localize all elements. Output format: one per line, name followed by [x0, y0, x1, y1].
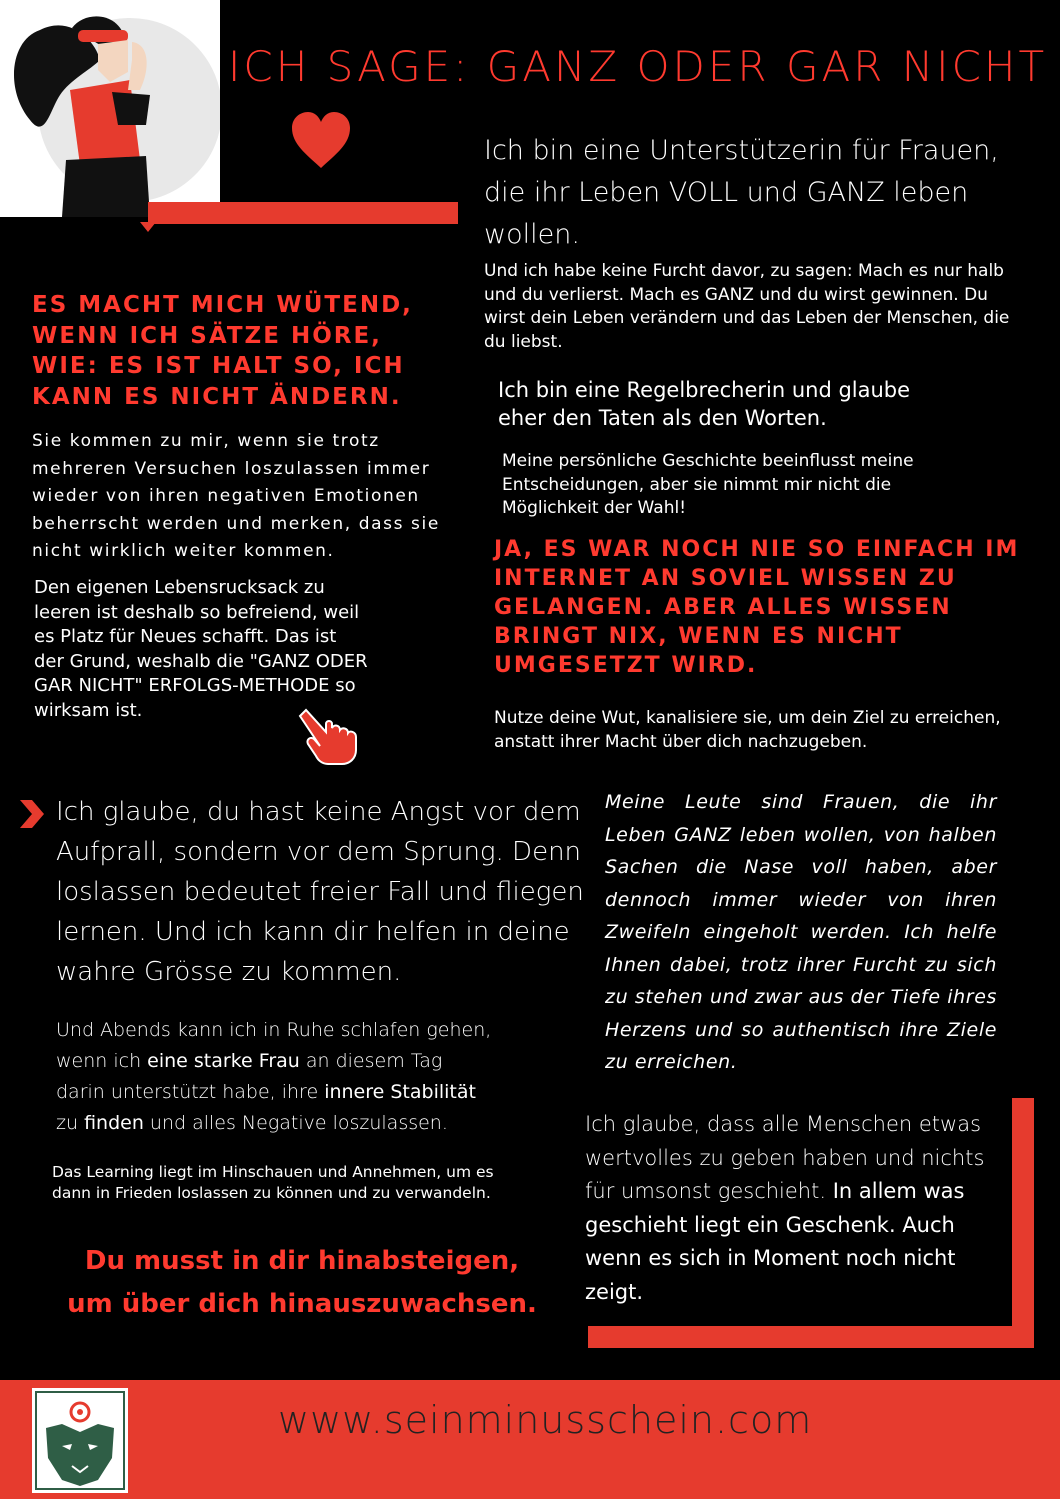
panther-logo [32, 1388, 128, 1493]
story-text: Meine persönliche Geschichte beeinflusst meine Entscheidungen, aber sie nimmt mir nicht die Möglichkeit der Wahl! [502, 451, 914, 518]
descend-line-2: um über dich hinauszuwachsen. [67, 1289, 537, 1319]
rulebreaker-text: Ich bin eine Regelbrecherin und glaube eher den Taten als den Worten. [498, 378, 911, 430]
evening-part: Und Abends kann ich in Ruhe schlafen gehen, wenn ich [56, 1019, 492, 1072]
descend-quote [32, 1240, 572, 1326]
pointing-hand-icon [296, 706, 362, 768]
rucksack-text: Den eigenen Lebensrucksack zu leeren ist deshalb so befreiend, weil es Platz für Neues schafft. Das ist der Grund, weshalb die "GANZ ODER GAR NICHT" ERFOLGS-METHODE so wirksam ist. [34, 577, 368, 721]
heart-icon [288, 108, 354, 174]
accent-bar [148, 202, 458, 224]
accent-frame-right [1012, 1098, 1034, 1348]
internet-heading: JA, ES WAR NOCH NIE SO EINFACH IM INTERNET AN SOVIEL WISSEN ZU GELANGEN. ABER ALLES WISSEN BRINGT NIX, WENN ES NICHT UMGESETZT WIRD. [494, 537, 1020, 678]
angry-heading: ES MACHT MICH WÜTEND, WENN ICH SÄTZE HÖRE, WIE: ES IST HALT SO, ICH KANN ES NICHT ÄNDERN. [32, 292, 413, 410]
website-link[interactable]: www.seinminusschein.com [278, 1398, 813, 1442]
believe-light: Ich glaube, dass alle Menschen etwas wertvolles zu geben haben und nichts für umsonst geschieht. [585, 1112, 985, 1203]
page-title: ICH SAGE: GANZ ODER GAR NICHT [228, 42, 1048, 91]
people-text: Meine Leute sind Frauen, die ihr Leben GANZ leben wollen, von halben Sachen die Nase voll haben, aber dennoch immer wieder von ihren Zweifeln eingeholt werden. Ich helfe Ihnen dabei, trotz ihrer Furcht zu sich zu stehen und zwar aus der Tiefe ihres Herzens und so authentisch ihre Ziele zu erreichen. [605, 791, 997, 1073]
woman-illustration [0, 0, 220, 217]
evening-text [56, 1015, 496, 1139]
learning-text: Das Learning liegt im Hinschauen und Annehmen, um es dann in Frieden loslassen zu können und zu verwandeln. [52, 1163, 494, 1202]
evening-stability: innere Stabilität [324, 1081, 476, 1103]
evening-part: an diesem Tag darin unterstützt habe [56, 1050, 443, 1103]
evening-part: und alles Negative loszulassen. [143, 1112, 448, 1134]
hero-illustration [0, 0, 220, 217]
evening-part: zu [56, 1112, 85, 1134]
wut-text: Nutze deine Wut, kanalisiere sie, um dein Ziel zu erreichen, anstatt ihrer Macht über dich nachzugeben. [494, 708, 1001, 752]
intro-statement: Ich bin eine Unterstützerin für Frauen, die ihr Leben VOLL und GANZ leben wollen. [484, 135, 999, 250]
evening-part: , ihre [269, 1081, 325, 1103]
believe-regular: In allem was geschieht liegt ein Geschenk. Auch wenn es sich in Moment noch nicht zeigt. [585, 1179, 965, 1304]
evening-find: finden [84, 1112, 144, 1134]
arrow-right-icon [18, 798, 46, 830]
fear-text: Und ich habe keine Furcht davor, zu sagen: Mach es nur halb und du verlierst. Mach es GANZ und du wirst gewinnen. Du wirst dein Leben verändern und das Leben der Menschen, die du liebst. [484, 261, 1010, 352]
believe-text [585, 1108, 995, 1309]
jump-text: Ich glaube, du hast keine Angst vor dem Aufprall, sondern vor dem Sprung. Denn loslassen bedeutet freier Fall und fliegen lernen. Und ich kann dir helfen in deine wahre Grösse zu kommen. [56, 797, 584, 987]
accent-frame-bottom [588, 1326, 1034, 1348]
accent-notch [140, 222, 156, 232]
evening-strong-woman: eine starke Frau [147, 1050, 300, 1072]
descend-line-1: Du musst in dir hinabsteigen, [84, 1246, 520, 1276]
come-text: Sie kommen zu mir, wenn sie trotz mehreren Versuchen loszulassen immer wieder von ihren negativen Emotionen beherrscht werden und merken, dass sie nicht wirklich weiter kommen. [32, 431, 440, 561]
